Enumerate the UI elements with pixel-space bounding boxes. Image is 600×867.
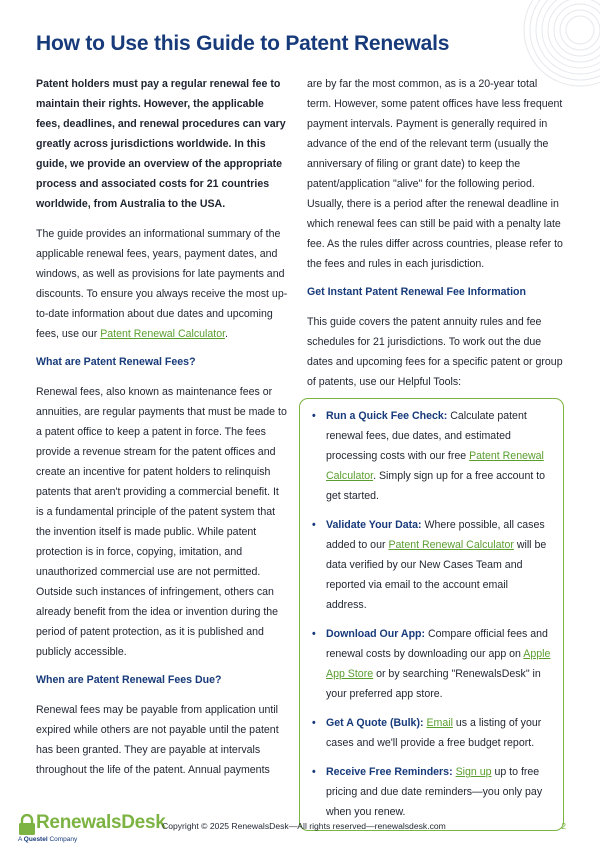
guide-summary-text: The guide provides an informational summary of the applicable renewal fees, years, payment dates, and windows, as well as provisions for late payments and discounts. To ensure you always receive the most up-to-date information about due dates and upcoming fees, use our: [36, 228, 288, 340]
tagline-prefix: A: [18, 836, 24, 843]
heading-instant-info: Get Instant Patent Renewal Fee Information: [307, 286, 526, 298]
patent-renewal-calculator-link[interactable]: Patent Renewal Calculator: [326, 450, 544, 482]
tool-item-validate-data: [312, 515, 551, 615]
tool-text: Where possible, all cases added to our: [326, 519, 545, 551]
patent-renewal-calculator-link[interactable]: Patent Renewal Calculator: [100, 328, 226, 340]
tools-list: [312, 406, 551, 822]
tool-text: us a listing of your cases and we'll provide a free budget report.: [326, 717, 542, 749]
padlock-logo-icon: [18, 814, 36, 836]
tool-text: Calculate patent renewal fees, due dates, and estimated processing costs with our free: [326, 410, 527, 462]
tool-title: Receive Free Reminders:: [326, 766, 453, 778]
helpful-tools-box: [299, 398, 564, 831]
when-fees-due-paragraph: Renewal fees may be payable from application until expired while others are not payable until the patent has been granted. They are payable at intervals throughout the life of the patent. Annual payments: [36, 704, 279, 776]
intro-paragraph: Patent holders must pay a regular renewal fee to maintain their rights. However, the applicable fees, deadlines, and renewal procedures can vary greatly across jurisdictions worldwide. In this guide, we provide an overview of the appropriate process and associated costs for 21 countries worldwide, from Australia to the USA.: [36, 78, 286, 210]
copyright-notice: Copyright © 2025 RenewalsDesk—All rights reserved—renewalsdesk.com: [162, 821, 446, 831]
apple-app-store-link[interactable]: Apple App Store: [326, 648, 551, 680]
heading-when-fees-due: When are Patent Renewal Fees Due?: [36, 674, 222, 686]
tool-title: Validate Your Data:: [326, 519, 422, 531]
page-number: 2: [561, 821, 566, 831]
tool-item-download-app: [312, 624, 551, 704]
tagline-brand: Questel: [23, 836, 48, 843]
page-title: How to Use this Guide to Patent Renewals: [36, 32, 450, 55]
tool-title: Download Our App:: [326, 628, 426, 640]
tool-text: Compare official fees and renewal costs by downloading our app on: [326, 628, 548, 660]
guide-summary-paragraph: [36, 224, 288, 344]
right-column: [307, 74, 563, 400]
tool-title: Run a Quick Fee Check:: [326, 410, 448, 422]
email-link[interactable]: Email: [426, 717, 453, 729]
tool-text: or by searching "RenewalsDesk" in your preferred app store.: [326, 668, 541, 700]
page-footer: [0, 808, 600, 848]
what-are-fees-paragraph: Renewal fees, also known as maintenance fees or annuities, are regular payments that must be made to a patent office to keep a patent in force. The fees provide a revenue stream for the patent offices and create an incentive for patent holders to relinquish patents that aren't providing a commercial benefit. It is a fundamental principle of the patent system that the invention itself is made public. While patent protection is in force, copying, imitation, and unauthorized commercial use are not permitted. Outside such instances of infringement, others can already benefit from the idea or invention during the period of patent protection, as it is published and publicly accessible.: [36, 386, 287, 658]
tool-text: . Simply sign up for a free account to get started.: [326, 470, 546, 502]
tool-text: up to free pricing and due date reminders—you only pay when you renew.: [326, 766, 543, 818]
heading-what-are-fees: What are Patent Renewal Fees?: [36, 356, 196, 368]
continued-paragraph: are by far the most common, as is a 20-year total term. However, some patent offices have less frequent payment intervals. Payment is generally required in advance of the end of the relevant term (usually the anniversary of filing or grant date) to keep the patent/application "alive" for the following period. Usually, there is a period after the renewal deadline in which renewal fees can still be paid with a penalty late fee. As the rules differ across countries, please refer to the fees and rules in each jurisdiction.: [307, 78, 563, 270]
sign-up-link[interactable]: Sign up: [455, 766, 492, 778]
guide-summary-end: .: [225, 328, 228, 340]
tool-title: Get A Quote (Bulk):: [326, 717, 424, 729]
tool-item-quick-fee-check: [312, 406, 551, 506]
left-column: [36, 74, 288, 788]
logo-tagline: [18, 836, 77, 843]
tagline-suffix: Company: [47, 836, 78, 843]
instant-info-paragraph: This guide covers the patent annuity rules and fee schedules for 21 jurisdictions. To work out the due dates and upcoming fees for a specific patent or group of patents, use our Helpful Tools:: [307, 316, 563, 388]
patent-renewal-calculator-link[interactable]: Patent Renewal Calculator: [388, 539, 514, 551]
tool-text: will be data verified by our New Cases Team and reported via email to the account email address.: [326, 539, 547, 611]
tool-item-get-quote: [312, 713, 551, 753]
logo-wordmark: RenewalsDesk: [36, 812, 166, 833]
